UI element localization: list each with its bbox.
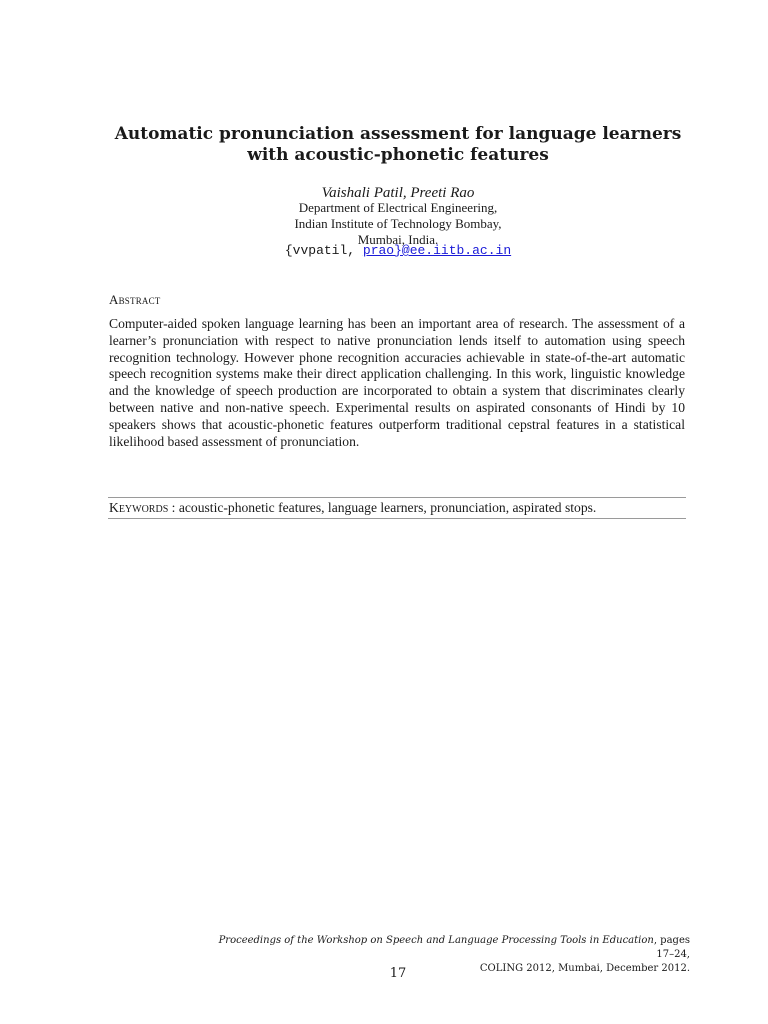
page-number: 17	[389, 966, 407, 981]
keywords-text: : acoustic-phonetic features, language learners, pronunciation, aspirated stops.	[168, 500, 597, 515]
affiliation	[80, 200, 716, 248]
affiliation-city: Mumbai, India.	[357, 232, 439, 247]
paper-title-line-2: with acoustic-phonetic features	[247, 145, 549, 165]
keywords-bottom-rule	[108, 518, 686, 519]
footer-pages: , pages 17–24,	[653, 935, 690, 960]
author-list: Vaishali Patil, Preeti Rao	[321, 185, 475, 201]
affiliation-institute: Indian Institute of Technology Bombay,	[294, 216, 502, 231]
author-email	[80, 243, 716, 259]
paper-title	[80, 124, 716, 166]
email-link[interactable]: prao}@ee.iitb.ac.in	[362, 243, 512, 258]
footer-line-1	[200, 934, 690, 962]
keywords-line	[109, 500, 685, 516]
keywords-label: Keywords	[109, 500, 169, 515]
keywords-top-rule	[108, 497, 686, 498]
footer-venue: COLING 2012, Mumbai, December 2012.	[479, 963, 690, 974]
abstract-heading: Abstract	[109, 292, 161, 307]
email-prefix: {vvpatil,	[284, 243, 363, 258]
affiliation-department: Department of Electrical Engineering,	[298, 200, 498, 215]
footer-proceedings: Proceedings of the Workshop on Speech and Language Processing Tools in Education	[218, 935, 654, 946]
abstract-body: Computer-aided spoken language learning has been an important area of research. The assessment of a learner’s pronunciation with respect to native pronunciation lends itself to automation using speech recognition technology. However phone recognition accuracies achievable in state-of-the-art automatic speech recognition systems make their direct application challenging. In this work, linguistic knowledge and the knowledge of speech production are incorporated to obtain a system that discriminates clearly between native and non-native speech. Experimental results on aspirated consonants of Hindi by 10 speakers shows that acoustic-phonetic features outperform traditional cepstral features in a statistical likelihood based assessment of pronunciation.	[109, 316, 685, 449]
paper-title-line-1: Automatic pronunciation assessment for language learners	[114, 124, 682, 144]
